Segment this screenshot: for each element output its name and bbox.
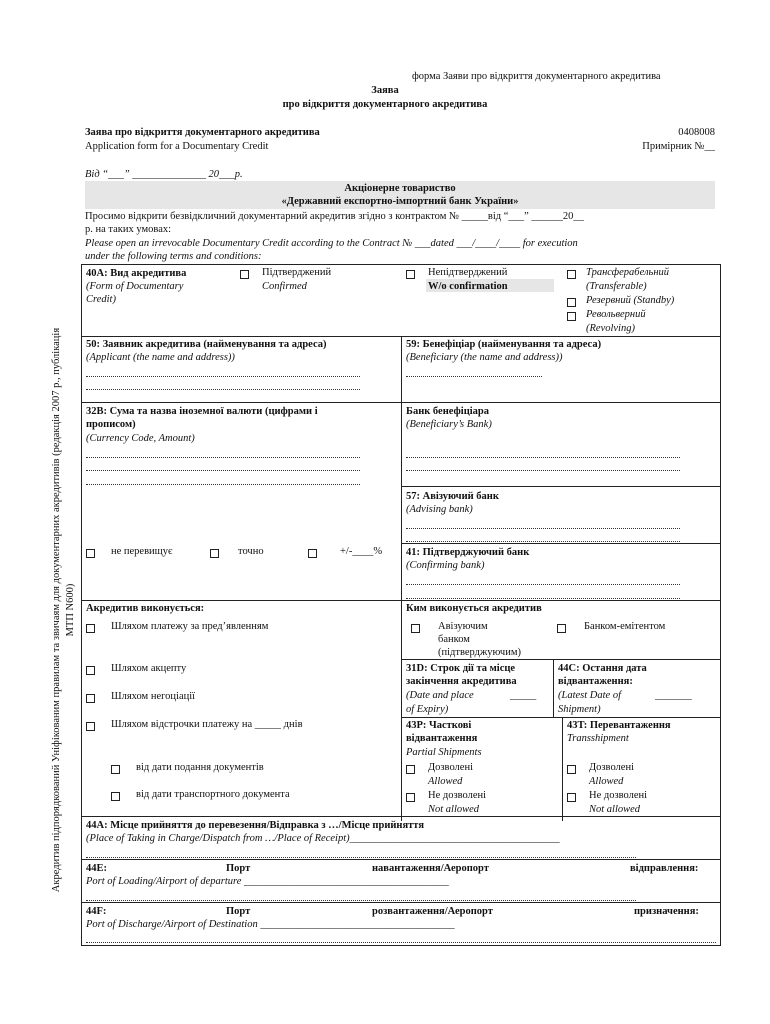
partial-notallowed-label: Не дозволені bbox=[428, 790, 487, 801]
trans-allowed-checkbox[interactable] bbox=[567, 765, 576, 774]
amount-line-2[interactable] bbox=[86, 470, 360, 471]
benbank-sub: (Beneficiary’s Bank) bbox=[406, 419, 492, 430]
benbank-title: Банк бенефіціара bbox=[406, 406, 490, 417]
divider bbox=[401, 543, 721, 544]
benbank-line-1[interactable] bbox=[406, 457, 680, 458]
f44a-title: 44A: Місце прийняття до перевезення/Відправка з …/Місце прийняття bbox=[86, 820, 425, 831]
applicant-line-1[interactable] bbox=[86, 376, 360, 377]
bank-line2: «Державний експортно-імпортний банк України» bbox=[281, 196, 519, 207]
trans-notallowed-checkbox[interactable] bbox=[567, 793, 576, 802]
f41-title: 41: Підтверджуючий банк bbox=[406, 547, 530, 558]
f50-sub: (Applicant (the name and address)) bbox=[86, 352, 235, 363]
amount-line-1[interactable] bbox=[86, 457, 360, 458]
f31d-sub1: (Date and place bbox=[406, 690, 474, 701]
by-advising-label-3: (підтверджуючим) bbox=[438, 647, 521, 658]
confirmed-label: Підтверджений bbox=[262, 267, 332, 278]
from-transport-label: від дати транспортного документа bbox=[136, 789, 290, 800]
f44f-discharge: розвантаження/Аеропорт bbox=[372, 906, 493, 917]
request-ua-1: Просимо відкрити безвідкличний документарний акредитив згідно з контрактом № _____від “___” ______20__ bbox=[85, 211, 584, 222]
by-issuing-checkbox[interactable] bbox=[557, 624, 566, 633]
standby-label: Резервний (Standby) bbox=[586, 295, 675, 306]
f43p-title: 43P: Часткові bbox=[406, 720, 472, 731]
doc-name-en: Application form for a Documentary Credit bbox=[85, 141, 269, 152]
partial-allowed-label-en: Allowed bbox=[428, 776, 463, 787]
by-advising-label: Авізуючим bbox=[438, 621, 488, 632]
column-divider bbox=[401, 336, 402, 821]
confirmed-label-en: Confirmed bbox=[262, 281, 307, 292]
copy-number: Примірник №__ bbox=[642, 141, 715, 152]
column-divider bbox=[553, 659, 554, 717]
f44f-destination: призначення: bbox=[634, 906, 699, 917]
f44e-departure: відправлення: bbox=[630, 863, 699, 874]
divider bbox=[81, 600, 721, 601]
place-of-receipt-field[interactable]: (Place of Taking in Charge/Dispatch from …/Place of Receipt)________________________________________ bbox=[86, 833, 560, 844]
f44c-sub2: Shipment) bbox=[558, 704, 601, 715]
divider bbox=[401, 659, 721, 660]
transferable-checkbox[interactable] bbox=[567, 270, 576, 279]
by-advising-label-2: банком bbox=[438, 634, 470, 645]
partial-allowed-label: Дозволені bbox=[428, 762, 473, 773]
f32b-title2: прописом) bbox=[86, 419, 136, 430]
trans-notallowed-label: Не дозволені bbox=[589, 790, 648, 801]
f32b-sub: (Currency Code, Amount) bbox=[86, 433, 195, 444]
f44e-port: Порт bbox=[226, 863, 251, 874]
bank-line1: Акціонерне товариство bbox=[344, 183, 456, 194]
trans-allowed-label: Дозволені bbox=[589, 762, 634, 773]
f57-sub: (Advising bank) bbox=[406, 504, 473, 515]
amount-line-3[interactable] bbox=[86, 484, 360, 485]
confirming-line-1[interactable] bbox=[406, 584, 680, 585]
by-issuing-label: Банком-емітентом bbox=[584, 621, 666, 632]
port-of-discharge-field[interactable]: Port of Discharge/Airport of Destination _____________________________________ bbox=[86, 919, 455, 930]
from-presentation-checkbox[interactable] bbox=[111, 765, 120, 774]
revolving-label-en: (Revolving) bbox=[586, 323, 635, 334]
divider bbox=[81, 402, 721, 403]
partial-notallowed-label-en: Not allowed bbox=[428, 804, 480, 815]
negotiation-checkbox[interactable] bbox=[86, 694, 95, 703]
advising-line-1[interactable] bbox=[406, 528, 680, 529]
divider bbox=[401, 717, 721, 718]
confirmed-checkbox[interactable] bbox=[240, 270, 249, 279]
by-advising-checkbox[interactable] bbox=[411, 624, 420, 633]
availby-title: Ким виконується акредитив bbox=[406, 603, 542, 614]
partial-allowed-checkbox[interactable] bbox=[406, 765, 415, 774]
f43t-title: 43T: Перевантаження bbox=[567, 720, 671, 731]
f31d-title2: закінчення акредитива bbox=[406, 676, 517, 687]
f44e-loading: навантаження/Аеропорт bbox=[372, 863, 489, 874]
unconfirmed-label-en: W/o confirmation bbox=[428, 281, 508, 292]
port-of-loading-field[interactable]: Port of Loading/Airport of departure _______________________________________ bbox=[86, 876, 449, 887]
f43t-sub: Transshipment bbox=[567, 733, 629, 744]
revolving-checkbox[interactable] bbox=[567, 312, 576, 321]
request-ua-2: р. на таких умовах: bbox=[85, 224, 172, 235]
f31d-sub2: of Expiry) bbox=[406, 704, 449, 715]
f59-sub: (Beneficiary (the name and address)) bbox=[406, 352, 563, 363]
revolving-label: Револьверний bbox=[586, 309, 646, 320]
acceptance-label: Шляхом акцепту bbox=[111, 663, 187, 674]
negotiation-label: Шляхом негоціації bbox=[111, 691, 196, 702]
f44a-line[interactable] bbox=[86, 857, 636, 858]
f44f-port: Порт bbox=[226, 906, 251, 917]
f43p-title2: відвантаження bbox=[406, 733, 478, 744]
payment-label: Шляхом платежу за пред’явленням bbox=[111, 621, 269, 632]
f32b-title: 32B: Сума та назва іноземної валюти (цифрами і bbox=[86, 406, 318, 417]
f44c-title: 44C: Остання дата bbox=[558, 663, 647, 674]
divider bbox=[81, 859, 721, 860]
transferable-label-en: (Transferable) bbox=[586, 281, 647, 292]
doc-code: 0408008 bbox=[678, 127, 715, 138]
title-line2: про відкриття документарного акредитива bbox=[282, 99, 488, 110]
exact-label: точно bbox=[238, 546, 264, 557]
confirming-line-2[interactable] bbox=[406, 598, 680, 599]
doc-name-ua: Заява про відкриття документарного акредитива bbox=[85, 127, 320, 138]
transferable-label: Трансферабельний bbox=[586, 267, 670, 278]
f44c-title2: відвантаження: bbox=[558, 676, 633, 687]
f57-title: 57: Авізуючий банк bbox=[406, 491, 499, 502]
title-line1: Заява bbox=[371, 85, 399, 96]
divider bbox=[401, 486, 721, 487]
from-presentation-label: від дати подання документів bbox=[136, 762, 264, 773]
f59-title: 59: Бенефіціар (найменування та адреса) bbox=[406, 339, 602, 350]
f43p-sub: Partial Shipments bbox=[406, 747, 482, 758]
f31d-title: 31D: Строк дії та місце bbox=[406, 663, 516, 674]
not-exceeding-checkbox[interactable] bbox=[86, 549, 95, 558]
date-line: Від “___” ______________ 20___р. bbox=[85, 169, 243, 180]
deferred-checkbox[interactable] bbox=[86, 722, 95, 731]
column-divider bbox=[562, 717, 563, 821]
f41-sub: (Confirming bank) bbox=[406, 560, 485, 571]
f44c-sub1: (Latest Date of bbox=[558, 690, 621, 701]
avail-title: Акредитив виконується: bbox=[86, 603, 205, 614]
f44e-title: 44E: bbox=[86, 863, 107, 874]
acceptance-checkbox[interactable] bbox=[86, 666, 95, 675]
not-exceeding-label: не перевищує bbox=[111, 546, 173, 557]
tolerance-checkbox[interactable] bbox=[308, 549, 317, 558]
form-reference: форма Заяви про відкриття документарного акредитива bbox=[412, 71, 661, 82]
applicant-line-2[interactable] bbox=[86, 389, 360, 390]
partial-notallowed-checkbox[interactable] bbox=[406, 793, 415, 802]
unconfirmed-checkbox[interactable] bbox=[406, 270, 415, 279]
request-en-1: Please open an irrevocable Documentary Credit according to the Contract № ___dated ___/____/____ for execution bbox=[85, 238, 578, 249]
expiry-field[interactable]: _____ bbox=[510, 690, 537, 701]
beneficiary-line[interactable] bbox=[406, 376, 542, 377]
tolerance-label: +/-____% bbox=[340, 546, 383, 557]
benbank-line-2[interactable] bbox=[406, 470, 680, 471]
f44f-line[interactable] bbox=[86, 942, 716, 943]
side-note: Акредитив підпорядкований Уніфікованим правилам та звичаям для документарних акредитивів (редакція 2007 р., публікація МТП N600) bbox=[51, 327, 76, 893]
exact-checkbox[interactable] bbox=[210, 549, 219, 558]
advising-line-2[interactable] bbox=[406, 541, 680, 542]
trans-allowed-label-en: Allowed bbox=[589, 776, 624, 787]
unconfirmed-label: Непідтверджений bbox=[428, 267, 508, 278]
f44f-title: 44F: bbox=[86, 906, 107, 917]
f40a-title: 40A: Вид акредитива bbox=[86, 268, 187, 279]
divider bbox=[81, 816, 721, 817]
f40a-sub1: (Form of Documentary bbox=[86, 281, 184, 292]
deferred-label: Шляхом відстрочки платежу на _____ днів bbox=[111, 719, 303, 730]
from-transport-checkbox[interactable] bbox=[111, 792, 120, 801]
f50-title: 50: Заявник акредитива (найменування та адреса) bbox=[86, 339, 327, 350]
f40a-sub2: Credit) bbox=[86, 294, 116, 305]
payment-checkbox[interactable] bbox=[86, 624, 95, 633]
standby-checkbox[interactable] bbox=[567, 298, 576, 307]
f44e-line[interactable] bbox=[86, 900, 636, 901]
shipment-date-field[interactable]: _______ bbox=[655, 690, 692, 701]
request-en-2: under the following terms and conditions: bbox=[85, 251, 262, 262]
divider bbox=[81, 902, 721, 903]
trans-notallowed-label-en: Not allowed bbox=[589, 804, 641, 815]
